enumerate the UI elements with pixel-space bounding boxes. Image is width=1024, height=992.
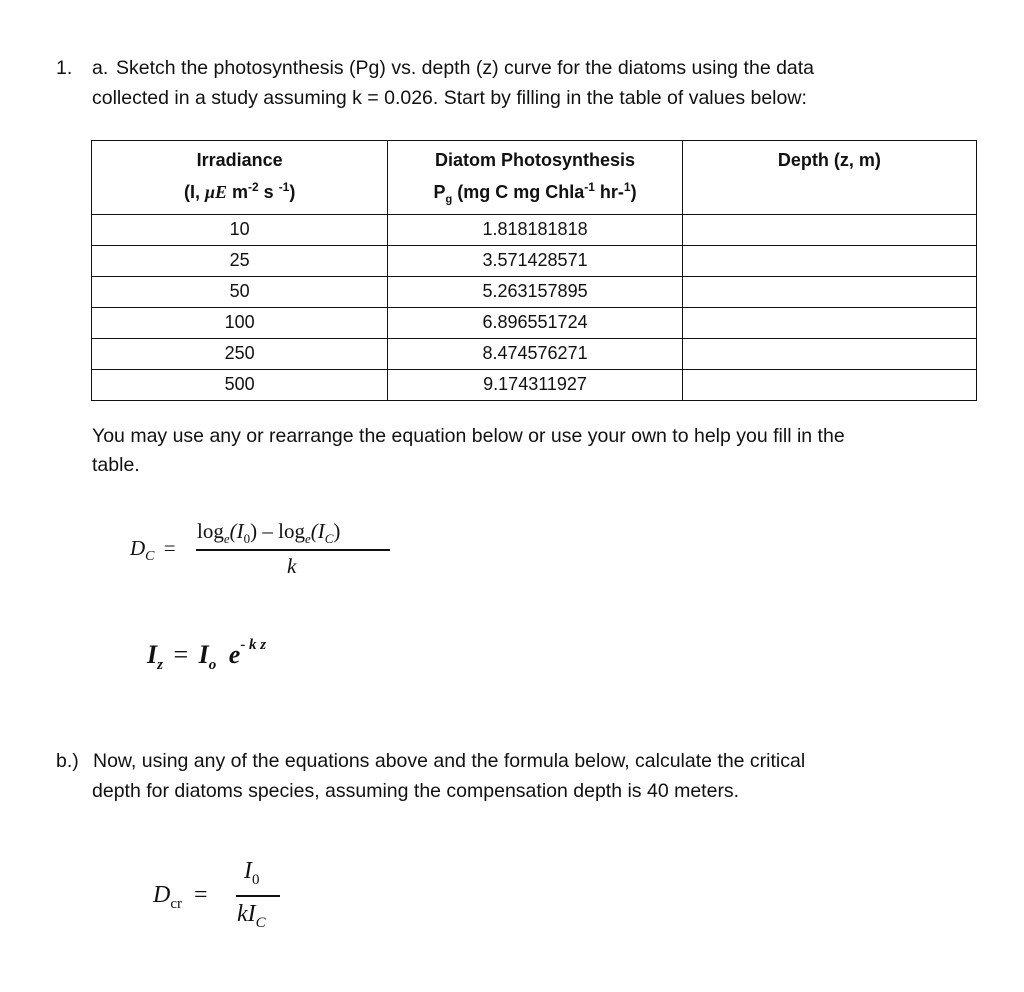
eq3-numerator: $I_0$ <box>244 858 260 888</box>
irradiance-cell: 250 <box>92 338 388 369</box>
irradiance-header <box>92 141 388 215</box>
table-row <box>92 307 977 338</box>
photosynthesis-cell: 5.263157895 <box>388 276 682 307</box>
part-a-label: a. <box>92 57 109 79</box>
irradiance-cell: 100 <box>92 307 388 338</box>
table-row <box>92 338 977 369</box>
depth-cell[interactable] <box>682 245 976 276</box>
question-number: 1. <box>56 57 73 79</box>
irradiance-cell: 25 <box>92 245 388 276</box>
table-row <box>92 276 977 307</box>
depth-cell[interactable] <box>682 214 976 245</box>
depth-cell[interactable] <box>682 369 976 400</box>
depth-cell[interactable] <box>682 338 976 369</box>
part-b-line1: Now, using any of the equations above and the formula below, calculate the critical <box>93 750 806 772</box>
eq1-fraction-bar <box>196 549 390 551</box>
depth-cell[interactable] <box>682 276 976 307</box>
photosynthesis-cell: 9.174311927 <box>388 369 682 400</box>
part-a-line2: collected in a study assuming k = 0.026. Start by filling in the table of values below: <box>92 87 807 109</box>
table-header-row <box>92 141 977 215</box>
part-a-line1: Sketch the photosynthesis (Pg) vs. depth (z) curve for the diatoms using the data <box>116 57 815 79</box>
table-row <box>92 214 977 245</box>
instructions-line1: You may use any or rearrange the equation below or use your own to help you fill in the <box>92 425 845 447</box>
photosynthesis-cell: 8.474576271 <box>388 338 682 369</box>
eq1-denominator: k <box>287 554 297 578</box>
depth-cell[interactable] <box>682 307 976 338</box>
eq1-numerator: $\log_e(I_0) - \log_e(I_C)$ <box>197 519 341 547</box>
irradiance-cell: 50 <box>92 276 388 307</box>
photosynthesis-header <box>388 141 682 215</box>
eq2: $I_z = I_o$ $e^{- k z}$ <box>147 637 267 674</box>
irradiance-cell: 10 <box>92 214 388 245</box>
photosynthesis-header-line2: $P_g$ (mg C mg Chla$^{-1}$ hr-$^1$) <box>433 180 637 206</box>
part-b-line2: depth for diatoms species, assuming the compensation depth is 40 meters. <box>92 780 740 802</box>
irradiance-cell: 500 <box>92 369 388 400</box>
part-b-label: b.) <box>56 750 79 772</box>
table-row <box>92 369 977 400</box>
eq1-lhs: $D_C$ = <box>130 536 176 565</box>
eq3-denominator: $kI_C$ <box>237 901 266 931</box>
irradiance-header-line1: Irradiance <box>196 150 283 170</box>
table-row <box>92 245 977 276</box>
photosynthesis-cell: 6.896551724 <box>388 307 682 338</box>
photosynthesis-cell: 3.571428571 <box>388 245 682 276</box>
photosynthesis-header-line1: Diatom Photosynthesis <box>435 150 636 170</box>
irradiance-header-line2: (I, μE $m^{-2}$ s $^{-1}$) <box>183 180 296 202</box>
depth-header: Depth (z, m) <box>682 141 976 215</box>
eq3-fraction-bar <box>236 895 280 897</box>
instructions-line2: table. <box>92 454 140 476</box>
photosynthesis-cell: 1.818181818 <box>388 214 682 245</box>
data-table <box>91 140 977 401</box>
eq3-lhs: $D_{cr}$ = <box>153 882 208 912</box>
